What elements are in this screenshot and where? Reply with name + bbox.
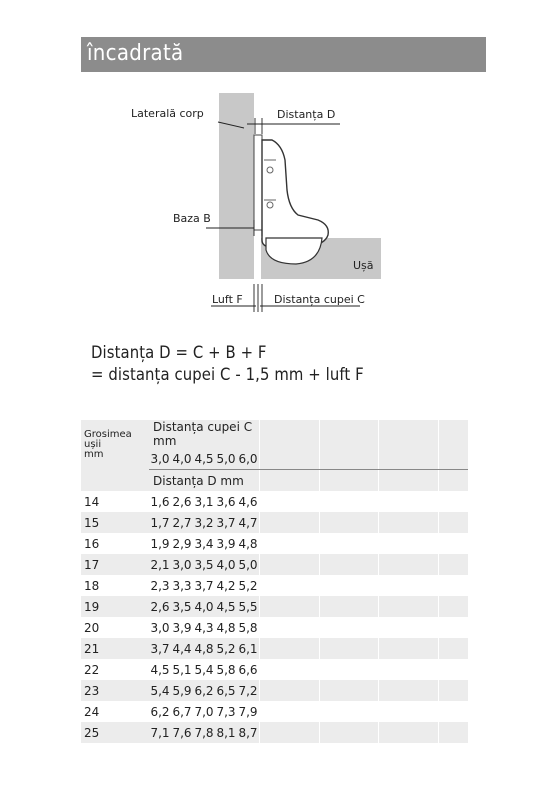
cell-distance-d: 3,1: [194, 494, 214, 509]
distance-table: [81, 420, 468, 743]
cell-distance-d: 7,6: [171, 722, 193, 743]
cell-thickness: 25: [81, 722, 149, 743]
cell-distance-d: 6,2: [150, 704, 170, 719]
table-row: [81, 554, 468, 575]
cell-thickness: 20: [84, 620, 100, 635]
cell-c-value: 4,0: [171, 448, 193, 470]
table-row: [81, 533, 468, 554]
group-label-distanta-cupei: Distanța cupei C mm: [149, 420, 260, 448]
table-row: [81, 638, 468, 659]
cell-distance-d: 4,0: [215, 554, 237, 575]
cell-distance-d: 7,2: [237, 680, 260, 701]
label-distanta-cupei-c: Distanța cupei C: [274, 293, 365, 306]
hinge-plate: [254, 135, 262, 230]
cell-distance-d: 4,8: [193, 638, 215, 659]
col-header-thickness: Grosimea ușii mm: [81, 420, 149, 470]
cell-distance-d: 2,6: [172, 494, 192, 509]
table-row: [81, 491, 468, 512]
cell-thickness: 17: [81, 554, 149, 575]
cell-distance-d: 3,5: [171, 596, 193, 617]
cell-thickness: 14: [84, 494, 100, 509]
cell-distance-d: 3,4: [194, 536, 214, 551]
cell-distance-d: 1,7: [149, 512, 171, 533]
cell-distance-d: 8,7: [237, 722, 260, 743]
cell-distance-d: 3,9: [216, 536, 236, 551]
label-usa: Ușă: [353, 259, 374, 272]
cell-distance-d: 3,7: [194, 578, 214, 593]
cell-thickness: 18: [84, 578, 100, 593]
cell-distance-d: 2,7: [171, 512, 193, 533]
table-row: [81, 680, 468, 701]
section-title: încadrată: [87, 41, 184, 66]
cell-distance-d: 7,3: [216, 704, 236, 719]
cell-distance-d: 5,9: [171, 680, 193, 701]
cell-thickness: 24: [84, 704, 100, 719]
cell-distance-d: 4,5: [150, 662, 170, 677]
cell-thickness: 22: [84, 662, 100, 677]
cabinet-side-panel: [219, 93, 254, 279]
label-lateral-corp: Laterală corp: [131, 107, 204, 120]
cell-distance-d: 4,7: [237, 512, 260, 533]
group-label-distanta-d: Distanța D mm: [149, 470, 260, 492]
label-baza-b: Baza B: [173, 212, 211, 225]
cell-thickness: 21: [81, 638, 149, 659]
cell-distance-d: 5,1: [172, 662, 192, 677]
cell-distance-d: 6,1: [237, 638, 260, 659]
cell-distance-d: 5,5: [237, 596, 260, 617]
cell-distance-d: 7,0: [194, 704, 214, 719]
table-header-row: [81, 420, 468, 448]
cell-distance-d: 2,6: [149, 596, 171, 617]
cell-distance-d: 3,7: [215, 512, 237, 533]
hinge-diagram: [0, 0, 537, 340]
cell-distance-d: 2,3: [150, 578, 170, 593]
cell-thickness: 19: [81, 596, 149, 617]
cell-distance-d: 6,6: [238, 662, 258, 677]
cell-distance-d: 5,2: [238, 578, 258, 593]
cell-distance-d: 8,1: [215, 722, 237, 743]
cell-distance-d: 3,5: [193, 554, 215, 575]
cell-distance-d: 1,6: [150, 494, 170, 509]
cell-distance-d: 5,2: [215, 638, 237, 659]
cell-distance-d: 3,2: [193, 512, 215, 533]
cell-distance-d: 4,3: [194, 620, 214, 635]
cell-distance-d: 5,0: [237, 554, 260, 575]
cell-distance-d: 3,7: [149, 638, 171, 659]
table-row: [81, 659, 468, 680]
cell-distance-d: 7,8: [193, 722, 215, 743]
cell-c-value: 3,0: [149, 448, 171, 470]
cell-thickness: 15: [81, 512, 149, 533]
cell-distance-d: 7,1: [149, 722, 171, 743]
cell-thickness: 23: [81, 680, 149, 701]
label-distanta-d: Distanța D: [277, 108, 336, 121]
cell-distance-d: 4,8: [216, 620, 236, 635]
cell-distance-d: 6,7: [172, 704, 192, 719]
table-row-d-label: [81, 470, 468, 492]
cell-distance-d: 3,9: [172, 620, 192, 635]
cell-distance-d: 4,2: [216, 578, 236, 593]
cell-distance-d: 2,1: [149, 554, 171, 575]
cell-distance-d: 5,4: [194, 662, 214, 677]
cell-distance-d: 3,0: [150, 620, 170, 635]
cell-distance-d: 4,0: [193, 596, 215, 617]
table-row: [81, 596, 468, 617]
cell-distance-d: 3,0: [171, 554, 193, 575]
table-row: [81, 575, 468, 596]
cell-distance-d: 5,8: [216, 662, 236, 677]
formula-line-1: Distanța D = C + B + F: [91, 343, 267, 362]
cell-thickness: 16: [84, 536, 100, 551]
cell-distance-d: 7,9: [238, 704, 258, 719]
cell-distance-d: 5,8: [238, 620, 258, 635]
table-row: [81, 512, 468, 533]
cell-distance-d: 4,6: [238, 494, 258, 509]
hinge-arm: [262, 140, 328, 247]
cell-distance-d: 4,8: [238, 536, 258, 551]
table-row: [81, 617, 468, 638]
cell-distance-d: 3,6: [216, 494, 236, 509]
table-row: [81, 722, 468, 743]
table-row: [81, 701, 468, 722]
cell-distance-d: 3,3: [172, 578, 192, 593]
cell-distance-d: 4,5: [215, 596, 237, 617]
cell-c-value: 4,5: [193, 448, 215, 470]
formula-line-2: = distanța cupei C - 1,5 mm + luft F: [91, 365, 364, 384]
cell-c-value: 6,0: [237, 448, 260, 470]
cell-distance-d: 1,9: [150, 536, 170, 551]
cell-distance-d: 6,5: [215, 680, 237, 701]
cell-distance-d: 4,4: [171, 638, 193, 659]
cell-c-value: 5,0: [215, 448, 237, 470]
cell-distance-d: 2,9: [172, 536, 192, 551]
cell-distance-d: 5,4: [149, 680, 171, 701]
cell-distance-d: 6,2: [193, 680, 215, 701]
label-luft-f: Luft F: [212, 293, 243, 306]
